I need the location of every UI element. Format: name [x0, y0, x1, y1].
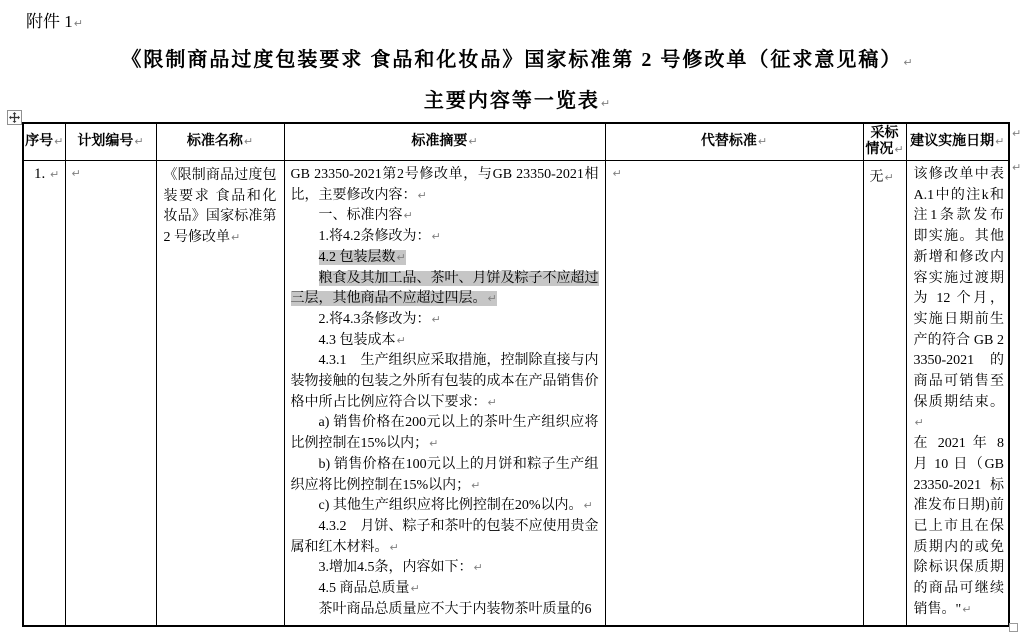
paragraph-mark-icon: ↵	[894, 143, 904, 156]
paragraph-mark-icon: ↵	[389, 540, 399, 554]
table-move-handle[interactable]	[7, 110, 22, 125]
paragraph-mark-icon: ↵	[243, 135, 254, 148]
paragraph-mark-icon: ↵	[487, 395, 497, 409]
paragraph-mark-icon: ↵	[73, 17, 83, 30]
standards-table	[22, 122, 1010, 627]
col-header-replaced-standard-text: 代替标准	[700, 134, 757, 149]
paragraph-mark-icon: ↵	[396, 250, 406, 264]
col-header-serial-text: 序号	[25, 134, 54, 149]
col-header-standard-summary	[284, 123, 605, 161]
paragraph-mark-icon: ↵	[429, 437, 439, 451]
paragraph-mark-icon: ↵	[134, 135, 144, 148]
paragraph-mark-icon: ↵	[471, 478, 481, 492]
paragraph-mark-icon: ↵	[410, 582, 420, 596]
paragraph-mark-icon: ↵	[903, 56, 913, 69]
summary-paragraph: 2.将4.3条修改为：↵	[318, 311, 441, 327]
document-title	[0, 43, 1034, 72]
implementation-paragraph: 在 2021 年 8 月 10 日（GB 23350-2021 标准发布日期)前已上市且在保质期内的或免除标识保质期的商品可继续销售。"↵	[913, 436, 1004, 617]
cell-serial	[23, 161, 65, 626]
paragraph-mark-icon: ↵	[50, 168, 60, 181]
cell-replaced-standard	[605, 161, 863, 626]
paragraph-mark-icon: ↵	[468, 135, 478, 148]
summary-paragraph: b) 销售价格在100元以上的月饼和粽子生产组织应将比例控制在15%以内；↵	[290, 456, 599, 493]
paragraph-mark-icon: ↵	[431, 230, 441, 244]
paragraph-mark-icon: ↵	[757, 135, 768, 148]
cell-standard-summary	[284, 161, 605, 626]
move-icon	[9, 112, 20, 123]
col-header-serial	[23, 123, 65, 161]
summary-paragraph: 茶叶商品总质量应不大于内装物茶叶质量的6	[318, 601, 592, 617]
cell-adoption-status	[863, 161, 906, 626]
end-of-row-mark-icon: ↵	[1012, 127, 1022, 140]
summary-paragraph: GB 23350-2021第2号修改单，与GB 23350-2021相比，主要修改内容：↵	[290, 167, 599, 203]
paragraph-mark-icon: ↵	[487, 292, 497, 306]
col-header-replaced-standard	[605, 123, 863, 161]
header-row	[23, 123, 1009, 161]
attachment-label-text: 附件 1	[26, 12, 73, 31]
paragraph-mark-icon: ↵	[914, 416, 924, 430]
summary-paragraph: 4.3.2 月饼、粽子和茶叶的包装不应使用贵金属和红木材料。↵	[290, 518, 599, 555]
cell-plan-no	[65, 161, 156, 626]
summary-paragraph-highlighted: 4.2 包装层数↵	[318, 249, 406, 265]
col-header-standard-name	[156, 123, 284, 161]
table-row	[23, 161, 1009, 626]
standard-name-text: 《限制商品过度包装要求 食品和化妆品》国家标准第 2 号修改单	[163, 168, 277, 246]
summary-paragraph: 1.将4.2条修改为：↵	[318, 229, 441, 245]
paragraph-mark-icon: ↵	[612, 167, 622, 180]
adoption-status-text: 无	[869, 170, 884, 185]
col-header-plan-no-text: 计划编号	[77, 134, 134, 149]
col-header-adoption-status-text: 采标情况	[865, 126, 899, 157]
paragraph-mark-icon: ↵	[231, 231, 241, 245]
implementation-paragraph: 该修改单中表A.1中的注k和注1条款发布即实施。其他新增和修改内容实施过渡期为 12 个月，实施日期前生产的符合 GB 23350-2021 的商品可销售至保质期结束。↵	[913, 167, 1004, 430]
col-header-standard-summary-text: 标准摘要	[411, 134, 468, 149]
paragraph-mark-icon: ↵	[403, 209, 413, 223]
document-title-text: 《限制商品过度包装要求 食品和化妆品》国家标准第 2 号修改单（征求意见稿）	[121, 49, 903, 71]
summary-paragraph: 4.3.1 生产组织应采取措施，控制除直接与内装物接触的包装之外所有包装的成本在产品销售价格中所占比例应符合以下要求：↵	[290, 353, 599, 410]
paragraph-mark-icon: ↵	[71, 167, 81, 180]
paragraph-mark-icon: ↵	[995, 135, 1005, 148]
summary-paragraph: a) 销售价格在200元以上的茶叶生产组织应将比例控制在15%以内；↵	[290, 415, 599, 452]
paragraph-mark-icon: ↵	[600, 97, 611, 110]
paragraph-mark-icon: ↵	[962, 602, 972, 616]
paragraph-mark-icon: ↵	[583, 499, 593, 513]
col-header-implementation-date	[906, 123, 1009, 161]
paragraph-mark-icon: ↵	[54, 135, 64, 148]
end-of-row-mark-icon: ↵	[1012, 161, 1022, 174]
col-header-implementation-date-text: 建议实施日期	[910, 134, 995, 149]
summary-paragraph: 一、标准内容↵	[318, 208, 413, 224]
summary-paragraph: c) 其他生产组织应将比例控制在20%以内。↵	[318, 498, 593, 514]
attachment-label	[26, 7, 83, 32]
paragraph-mark-icon: ↵	[431, 312, 441, 326]
document-subtitle	[0, 84, 1034, 113]
summary-paragraph: 4.5 商品总质量↵	[318, 581, 420, 597]
paragraph-mark-icon: ↵	[417, 188, 427, 202]
col-header-adoption-status	[863, 123, 906, 161]
col-header-plan-no	[65, 123, 156, 161]
document-subtitle-text: 主要内容等一览表	[423, 90, 600, 112]
table-resize-handle[interactable]	[1009, 623, 1018, 632]
cell-standard-name	[156, 161, 284, 626]
summary-paragraph-highlighted: 粮食及其加工品、茶叶、月饼及粽子不应超过三层，其他商品不应超过四层。↵	[290, 270, 599, 307]
serial-number-text: 1.	[34, 166, 46, 182]
cell-implementation-date	[906, 161, 1009, 626]
col-header-standard-name-text: 标准名称	[186, 134, 243, 149]
summary-paragraph: 4.3 包装成本↵	[318, 332, 406, 348]
paragraph-mark-icon: ↵	[473, 561, 483, 575]
paragraph-mark-icon: ↵	[884, 171, 894, 184]
summary-paragraph: 3.增加4.5条，内容如下：↵	[318, 560, 483, 576]
paragraph-mark-icon: ↵	[396, 333, 406, 347]
